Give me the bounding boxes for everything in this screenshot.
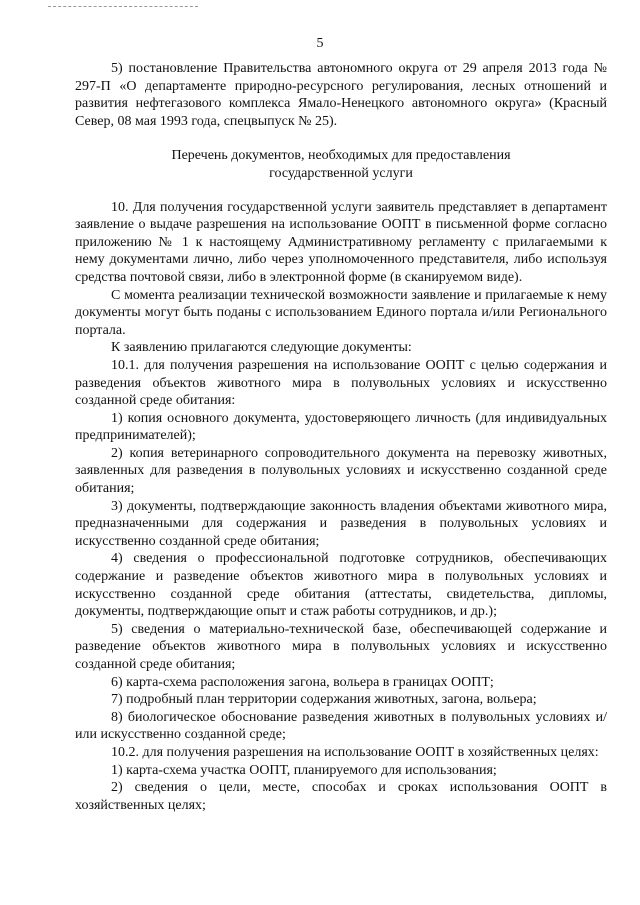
paragraph-portal: С момента реализации технической возможности заявление и прилагаемые к нему документы могут быть поданы с использованием Единого портала и/или Регионального портала. <box>75 287 607 338</box>
list-item-10-2-2: 2) сведения о цели, месте, способах и сроках использования ООПТ в хозяйственных целях; <box>75 780 607 813</box>
list-item-10-2-1: 1) карта-схема участка ООПТ, планируемого для использования; <box>111 762 497 778</box>
document-body <box>75 60 607 814</box>
section-heading-line-1: Перечень документов, необходимых для предоставления <box>171 148 511 164</box>
section-heading-line-2: государственной услуги <box>269 165 413 181</box>
list-item-10-1-1: 1) копия основного документа, удостоверяющего личность (для индивидуальных предпринимателей); <box>75 410 607 444</box>
paragraph-decree-5: 5) постановление Правительства автономного округа от 29 апреля 2013 года № 297-П «О департаменте природно-ресурсного регулирования, лесных отношений и развития нефтегазового комплекса Ямало-Ненецкого автономного округа» (Красный Север, 08 мая 1993 года, спецвыпуск № 25). <box>75 61 607 129</box>
list-item-10-1-5: 5) сведения о материально-технической базе, обеспечивающей содержание и разведение объектов животного мира в полувольных условиях и искусственно созданной среде обитания; <box>75 621 607 672</box>
list-item-10-1-6: 6) карта-схема расположения загона, вольера в границах ООПТ; <box>111 674 494 690</box>
section-heading <box>75 147 607 182</box>
list-item-10-1-8: 8) биологическое обоснование разведения животных в полувольных условиях и/или искусственно созданной среде; <box>75 709 607 743</box>
list-item-10-1-3: 3) документы, подтверждающие законность владения объектами животного мира, предназначенными для содержания и разведения в полувольных условиях и искусственно созданной среде обитания; <box>75 498 607 549</box>
paragraph-10-1: 10.1. для получения разрешения на использование ООПТ с целью содержания и разведения объектов животного мира в полувольных условиях и искусственно созданной среде обитания: <box>75 357 607 409</box>
list-item-10-1-4: 4) сведения о профессиональной подготовке сотрудников, обеспечивающих содержание и разведение объектов животного мира в полувольных условиях и искусственно созданной среде обитания (аттестаты, свидетельства, дипломы, документы, подтверждающие опыт и стаж работы сотрудников, и др.); <box>75 551 607 620</box>
list-item-10-1-7: 7) подробный план территории содержания животных, загона, вольера; <box>111 692 537 708</box>
top-rule <box>48 6 198 7</box>
paragraph-10-2: 10.2. для получения разрешения на использование ООПТ в хозяйственных целях: <box>111 744 599 760</box>
list-item-10-1-2: 2) копия ветеринарного сопроводительного документа на перевозку животных, заявленных для разведения в полувольных условиях и искусственно созданной среде обитания; <box>75 445 607 497</box>
page-number: 5 <box>316 36 324 51</box>
paragraph-attachments: К заявлению прилагаются следующие документы: <box>111 340 412 356</box>
paragraph-10: 10. Для получения государственной услуги заявитель представляет в департамент заявление о выдаче разрешения на использование ООПТ в письменной форме согласно приложению № 1 к настоящему Административному регламенту с прилагаемыми к нему документами лично, либо через уполномоченного представителя, либо используя средства почтовой связи, либо в электронной форме (в сканируемом виде). <box>75 199 607 285</box>
